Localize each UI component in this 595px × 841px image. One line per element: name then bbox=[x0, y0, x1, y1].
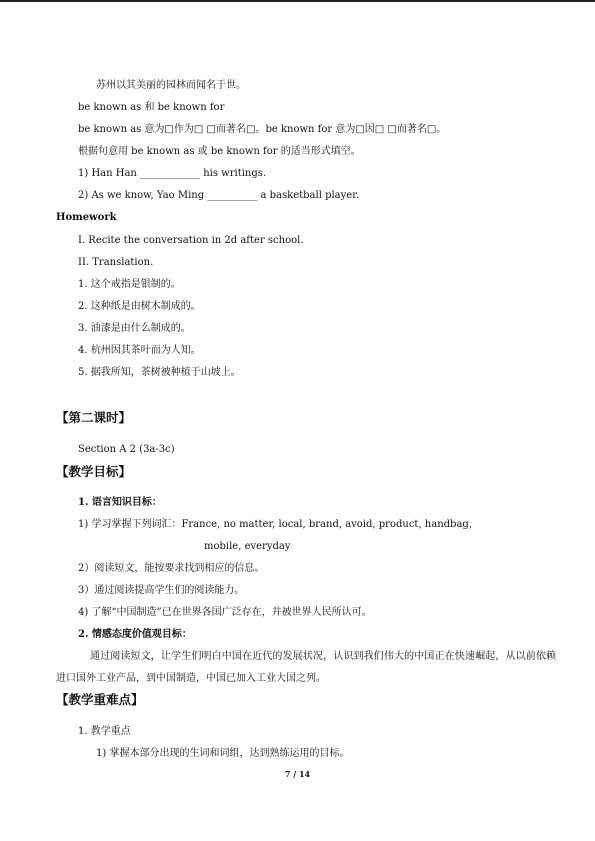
goal-item: 2）阅读短文，能按要求找到相应的信息。 bbox=[78, 563, 265, 574]
exercise-instruction: 根据句意用 be known as 或 be known for 的适当形式填空。 bbox=[78, 146, 361, 157]
translation-item: 3. 油漆是由什么制成的。 bbox=[78, 323, 191, 334]
section-label: Section A 2 (3a-3c) bbox=[78, 444, 175, 455]
exercise-item-1: 1) Han Han ____________ his writings. bbox=[78, 168, 267, 179]
goal-item: 3）通过阅读提高学生们的阅读能力。 bbox=[78, 585, 245, 596]
goal-paragraph: 通过阅读短文，让学生们明白中国在近代的发展状况，认识到我们伟大的中国正在快速崛起，从以前依赖进口国外工业产品，到中国制造，中国已加入工业大国之列。 bbox=[56, 651, 556, 684]
key-points-heading: 【教学重难点】 bbox=[56, 692, 144, 707]
goal-subheading-attitude: 2. 情感态度价值观目标： bbox=[78, 629, 192, 640]
goal-item: 1) 学习掌握下列词汇：France, no matter, local, brand, avoid, product, handbag, bbox=[78, 519, 472, 530]
lesson-2-heading: 【第二课时】 bbox=[56, 410, 132, 425]
homework-item: I. Recite the conversation in 2d after school. bbox=[78, 235, 304, 246]
translation-item: 2. 这种纸是由树木制成的。 bbox=[78, 301, 201, 312]
goal-item-continued: mobile, everyday bbox=[204, 541, 291, 552]
page-number: 7 / 14 bbox=[284, 769, 311, 779]
key-point-item: 1. 教学重点 bbox=[78, 726, 131, 737]
homework-item: II. Translation. bbox=[78, 257, 154, 268]
teaching-goals-heading: 【教学目标】 bbox=[56, 464, 132, 479]
goal-item: 4) 了解“中国制造”已在世界各国广泛存在，并被世界人民所认可。 bbox=[78, 607, 372, 618]
top-border-line bbox=[0, 0, 595, 2]
exercise-item-2: 2) As we know, Yao Ming __________ a basketball player. bbox=[78, 190, 360, 201]
phrase-comparison-title: be known as 和 be known for bbox=[78, 102, 225, 113]
example-sentence: 苏州以其美丽的园林而闻名于世。 bbox=[96, 80, 246, 91]
homework-title: Homework bbox=[56, 212, 117, 223]
key-point-subitem: 1) 掌握本部分出现的生词和词组，达到熟练运用的目标。 bbox=[96, 748, 350, 759]
goal-subheading-language: 1. 语言知识目标： bbox=[78, 497, 162, 508]
phrase-explanation: be known as 意为□作为□ □而著名□。be known for 意为□因□ □而著名□。 bbox=[78, 124, 447, 135]
translation-item: 5. 据我所知，茶树被种植于山坡上。 bbox=[78, 367, 241, 378]
translation-item: 4. 杭州因其茶叶而为人知。 bbox=[78, 345, 201, 356]
translation-item: 1. 这个戒指是银制的。 bbox=[78, 279, 181, 290]
